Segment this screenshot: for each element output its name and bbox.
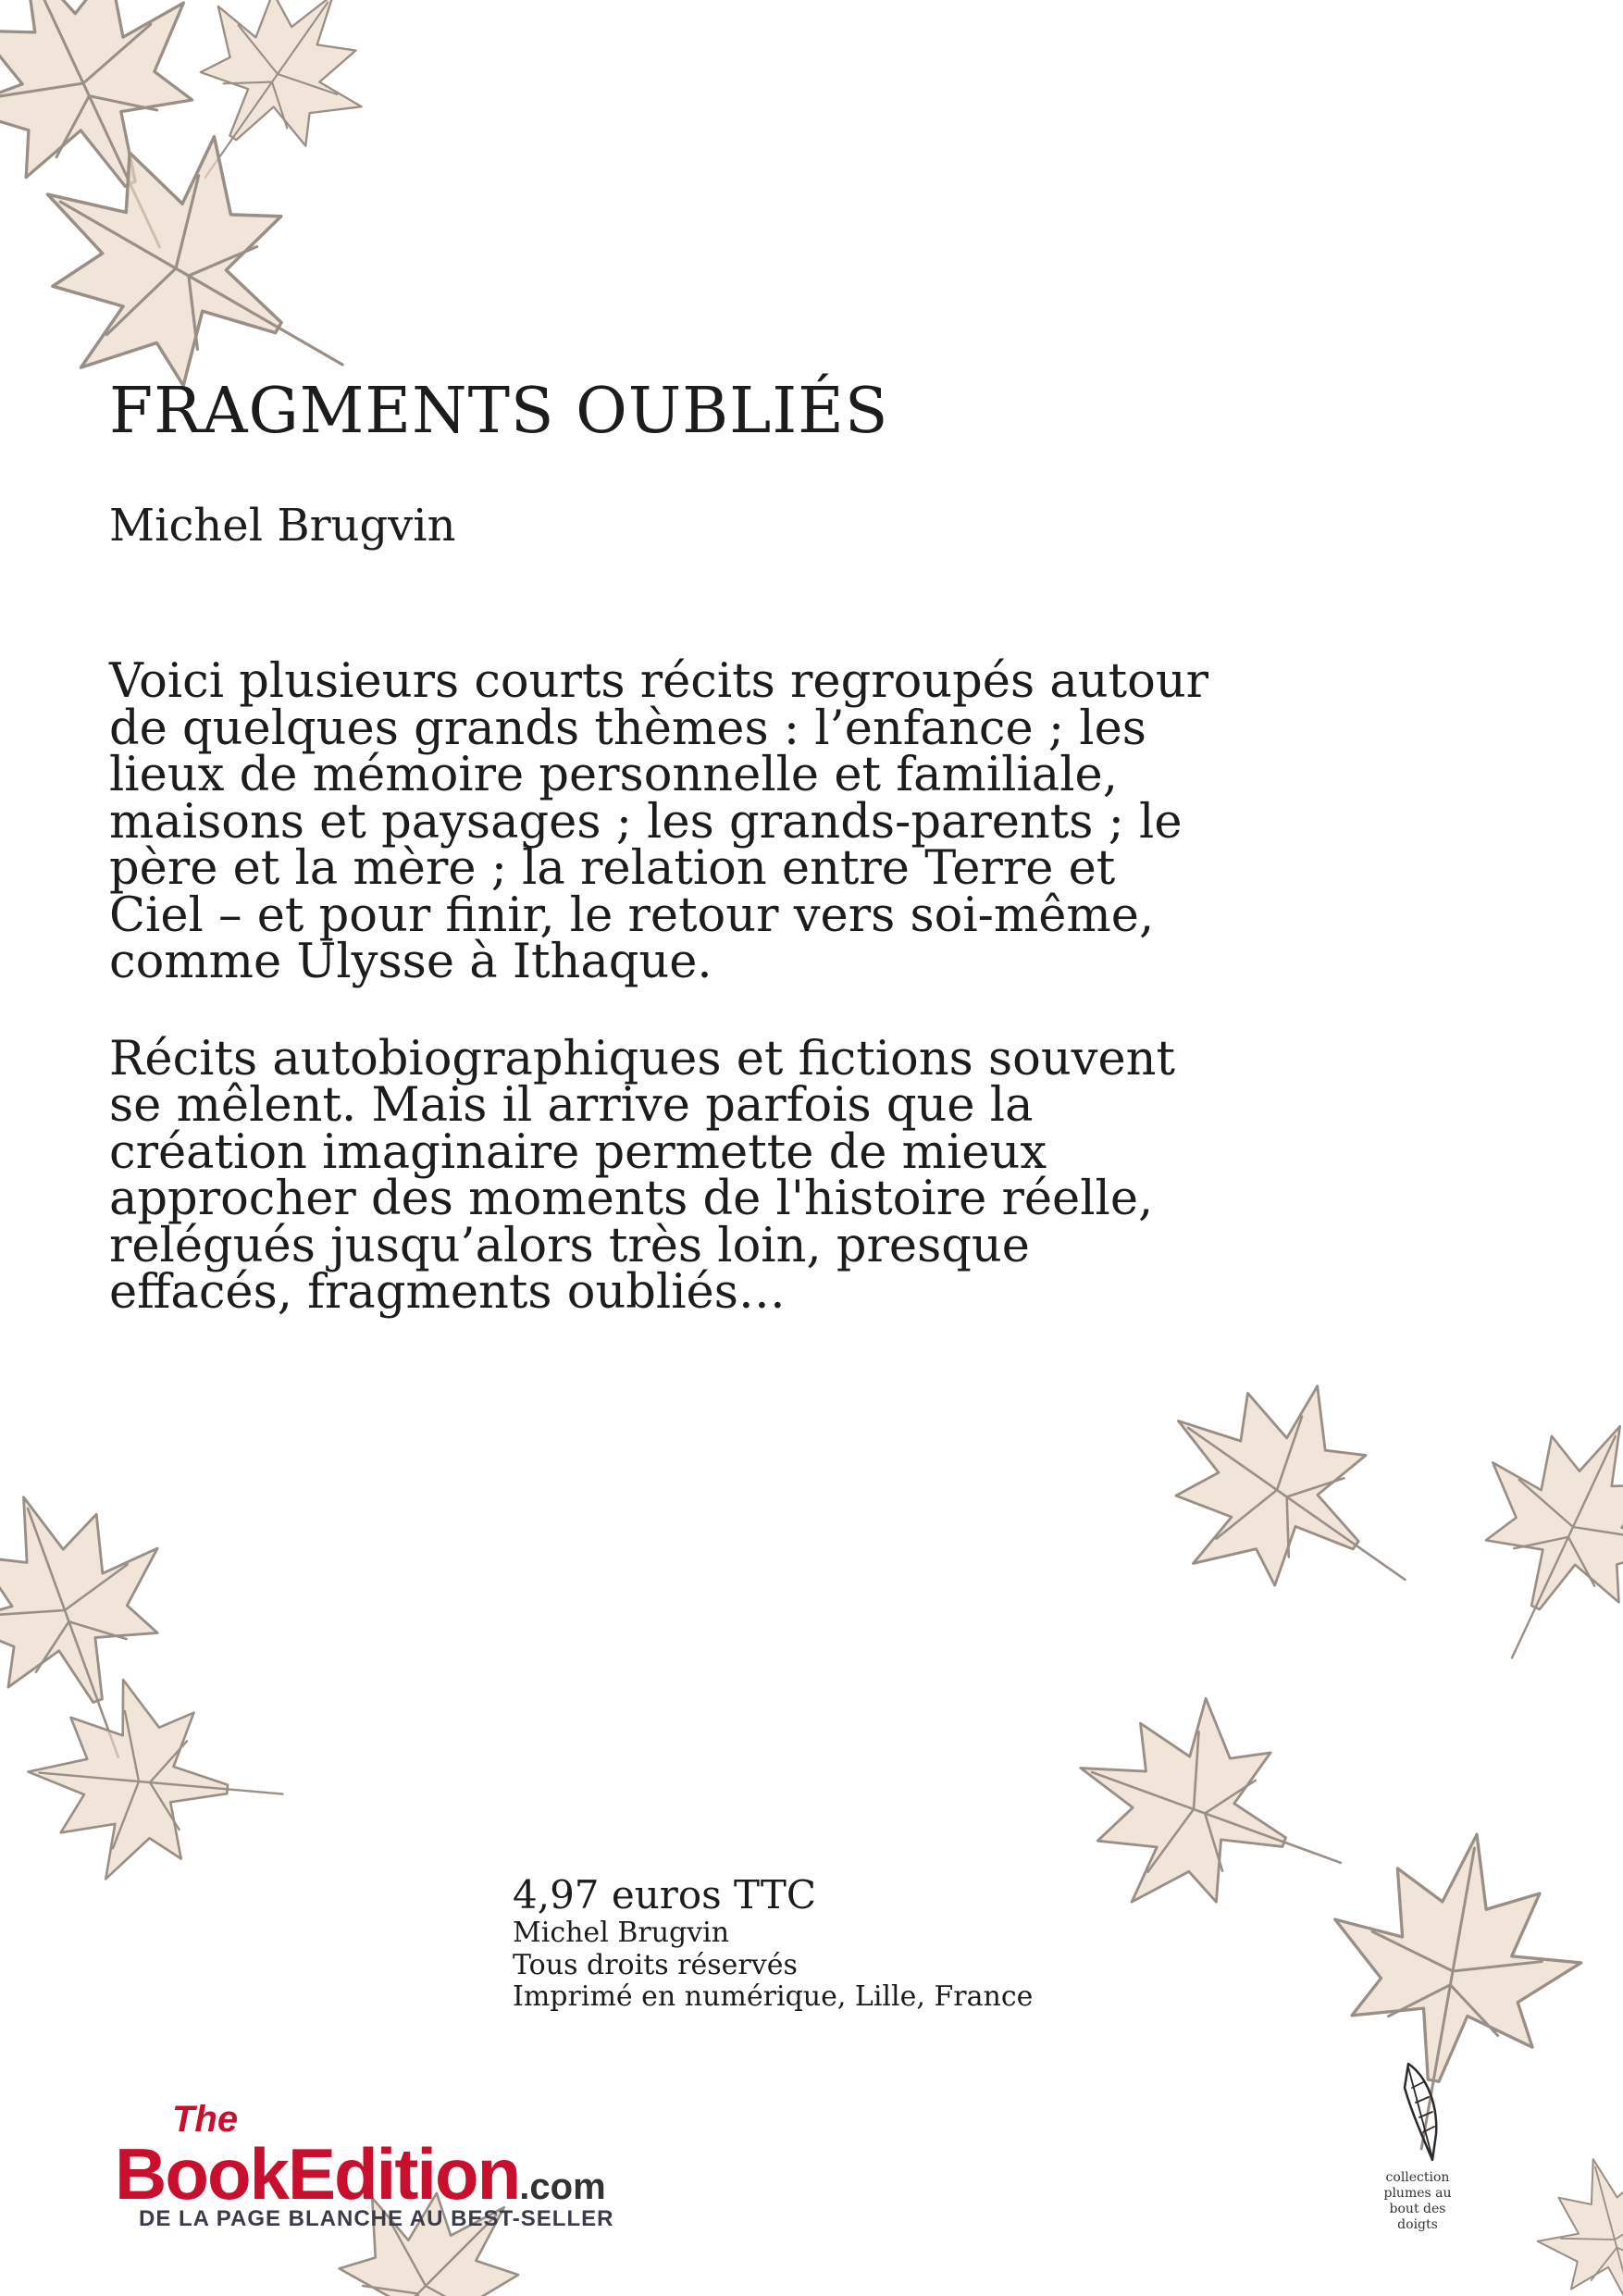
publisher-logo-brand: BookEdition	[115, 2133, 520, 2215]
imprint-author: Michel Brugvin	[513, 1917, 730, 1950]
publisher-tagline: DE LA PAGE BLANCHE AU BEST-SELLER	[139, 2206, 614, 2231]
blurb-paragraph: Récits autobiographiques et fictions souvent se mêlent. Mais il arrive parfois que la création imaginaire permette de mieux approcher des moments de l'histoire réelle, relégués jusqu’alors très loin, presque effacés, fragments oubliés…	[109, 1031, 1176, 1320]
publisher-logo-name	[115, 2132, 606, 2216]
quill-icon	[1395, 2060, 1451, 2167]
publisher-logo-domain: .com	[519, 2166, 606, 2207]
collection-line: bout des	[1389, 2202, 1446, 2216]
maple-leaf-icon	[1116, 1333, 1467, 1669]
book-author: Michel Brugvin	[109, 500, 456, 552]
collection-line: collection	[1385, 2170, 1450, 2185]
imprint-block	[513, 1873, 1033, 2014]
maple-leaf-icon	[1044, 1667, 1378, 1965]
maple-leaf-icon	[1421, 1384, 1623, 1700]
publisher-logo-the: The	[172, 2099, 239, 2140]
publisher-logo	[115, 2099, 670, 2238]
maple-leaf-icon	[133, 0, 404, 228]
imprint-rights: Tous droits réservés	[513, 1948, 798, 1981]
book-title: FRAGMENTS OUBLIÉS	[109, 375, 889, 448]
collection-label	[1381, 2170, 1455, 2233]
blurb-paragraph: Voici plusieurs courts récits regroupés autour de quelques grands thèmes : l’enfance ; les lieux de mémoire personnelle et familiale, maisons et paysages ; les grands-parents ; le père et la mère ; la relation entre Terre et Ciel – et pour finir, le retour vers soi-même, comme Ulysse à Ithaque.	[109, 654, 1209, 989]
price: 4,97 euros TTC	[513, 1872, 816, 1917]
book-blurb	[109, 654, 1210, 1320]
maple-leaf-icon	[19, 1672, 291, 1893]
collection-line: doigts	[1397, 2217, 1438, 2232]
maple-leaf-icon	[1520, 2140, 1623, 2296]
collection-line: plumes au	[1383, 2186, 1452, 2201]
imprint-printed: Imprimé en numérique, Lille, France	[513, 1980, 1034, 2014]
